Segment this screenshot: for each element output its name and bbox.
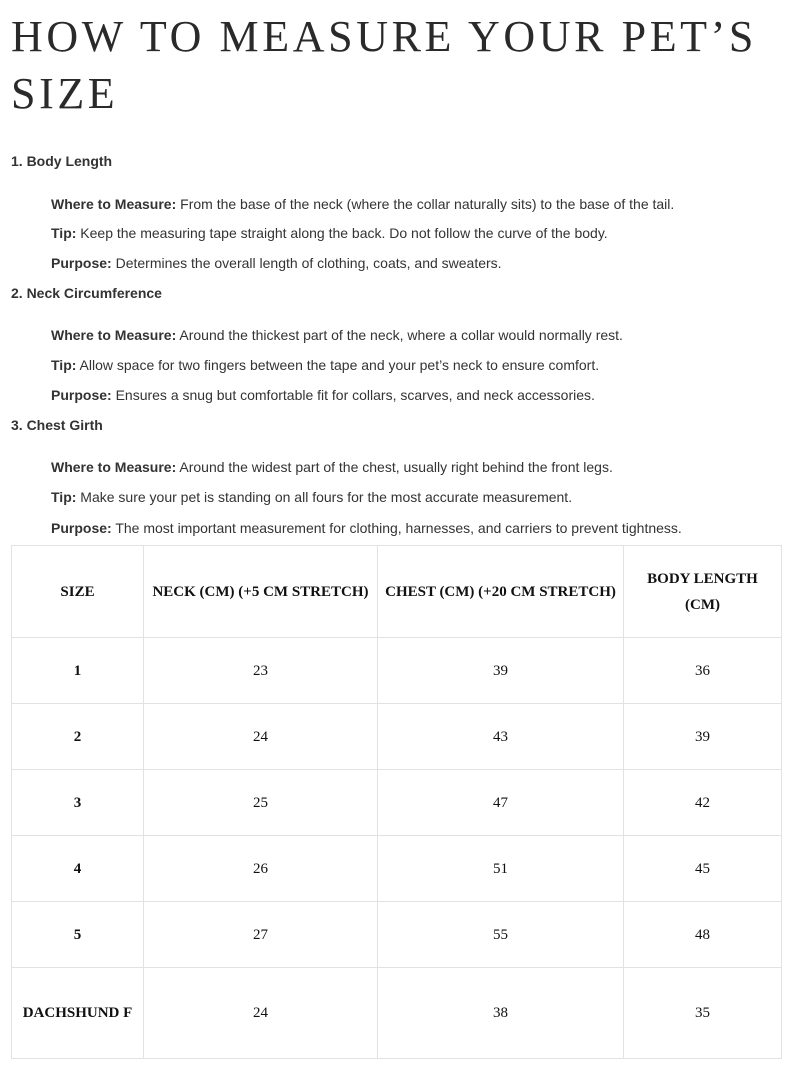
neck-cell: 24 bbox=[144, 968, 378, 1059]
section-heading-neck-circumference: 2. Neck Circumference bbox=[11, 285, 162, 301]
body-length-where-line bbox=[51, 195, 674, 213]
chest-cell: 55 bbox=[378, 902, 624, 968]
body-length-cell: 48 bbox=[624, 902, 782, 968]
item-text: Make sure your pet is standing on all fours for the most accurate measurement. bbox=[80, 489, 573, 505]
body-length-purpose-line bbox=[51, 254, 502, 272]
size-chart-table bbox=[11, 545, 782, 1059]
body-length-cell: 42 bbox=[624, 770, 782, 836]
chest-cell: 38 bbox=[378, 968, 624, 1059]
chest-where-line bbox=[51, 458, 613, 476]
table-header-row bbox=[12, 546, 782, 638]
item-text: The most important measurement for clothing, harnesses, and carriers to prevent tightness. bbox=[115, 520, 682, 536]
item-label: Purpose: bbox=[51, 520, 112, 536]
item-text: Around the widest part of the chest, usually right behind the front legs. bbox=[179, 459, 613, 475]
size-cell: 1 bbox=[12, 638, 144, 704]
size-cell: DACHSHUND F bbox=[12, 968, 144, 1059]
section-heading-chest-girth: 3. Chest Girth bbox=[11, 417, 103, 433]
neck-cell: 24 bbox=[144, 704, 378, 770]
size-cell: 5 bbox=[12, 902, 144, 968]
body-length-tip-line bbox=[51, 224, 608, 242]
neck-cell: 25 bbox=[144, 770, 378, 836]
item-label: Purpose: bbox=[51, 255, 112, 271]
header-size: SIZE bbox=[12, 546, 144, 638]
neck-purpose-line bbox=[51, 386, 595, 404]
body-length-cell: 39 bbox=[624, 704, 782, 770]
neck-cell: 27 bbox=[144, 902, 378, 968]
table-row bbox=[12, 704, 782, 770]
chest-cell: 47 bbox=[378, 770, 624, 836]
table-row bbox=[12, 902, 782, 968]
body-length-cell: 36 bbox=[624, 638, 782, 704]
section-heading-body-length: 1. Body Length bbox=[11, 153, 113, 169]
item-text: Keep the measuring tape straight along the back. Do not follow the curve of the body. bbox=[80, 225, 608, 241]
table-row bbox=[12, 638, 782, 704]
page-title: HOW TO MEASURE YOUR PET’S SIZE bbox=[11, 12, 757, 118]
item-label: Purpose: bbox=[51, 387, 112, 403]
chest-purpose-line bbox=[51, 519, 682, 537]
item-label: Tip: bbox=[51, 357, 77, 373]
item-text: Ensures a snug but comfortable fit for collars, scarves, and neck accessories. bbox=[115, 387, 595, 403]
neck-tip-line bbox=[51, 356, 599, 374]
header-chest: CHEST (CM) (+20 CM STRETCH) bbox=[378, 546, 624, 638]
neck-cell: 23 bbox=[144, 638, 378, 704]
item-label: Tip: bbox=[51, 225, 77, 241]
table-row bbox=[12, 770, 782, 836]
item-text: Determines the overall length of clothing, coats, and sweaters. bbox=[115, 255, 502, 271]
item-label: Where to Measure: bbox=[51, 327, 177, 343]
chest-cell: 51 bbox=[378, 836, 624, 902]
item-label: Tip: bbox=[51, 489, 77, 505]
header-body-length: BODY LENGTH (CM) bbox=[624, 546, 782, 638]
size-cell: 3 bbox=[12, 770, 144, 836]
body-length-cell: 35 bbox=[624, 968, 782, 1059]
table-row bbox=[12, 836, 782, 902]
header-neck: NECK (CM) (+5 CM STRETCH) bbox=[144, 546, 378, 638]
table-row bbox=[12, 968, 782, 1059]
chest-tip-line bbox=[51, 488, 572, 506]
neck-cell: 26 bbox=[144, 836, 378, 902]
item-text: From the base of the neck (where the collar naturally sits) to the base of the tail. bbox=[180, 196, 675, 212]
item-text: Around the thickest part of the neck, where a collar would normally rest. bbox=[179, 327, 623, 343]
neck-where-line bbox=[51, 326, 623, 344]
item-text: Allow space for two fingers between the tape and your pet’s neck to ensure comfort. bbox=[79, 357, 600, 373]
chest-cell: 39 bbox=[378, 638, 624, 704]
body-length-cell: 45 bbox=[624, 836, 782, 902]
item-label: Where to Measure: bbox=[51, 459, 177, 475]
chest-cell: 43 bbox=[378, 704, 624, 770]
size-cell: 4 bbox=[12, 836, 144, 902]
size-cell: 2 bbox=[12, 704, 144, 770]
item-label: Where to Measure: bbox=[51, 196, 177, 212]
